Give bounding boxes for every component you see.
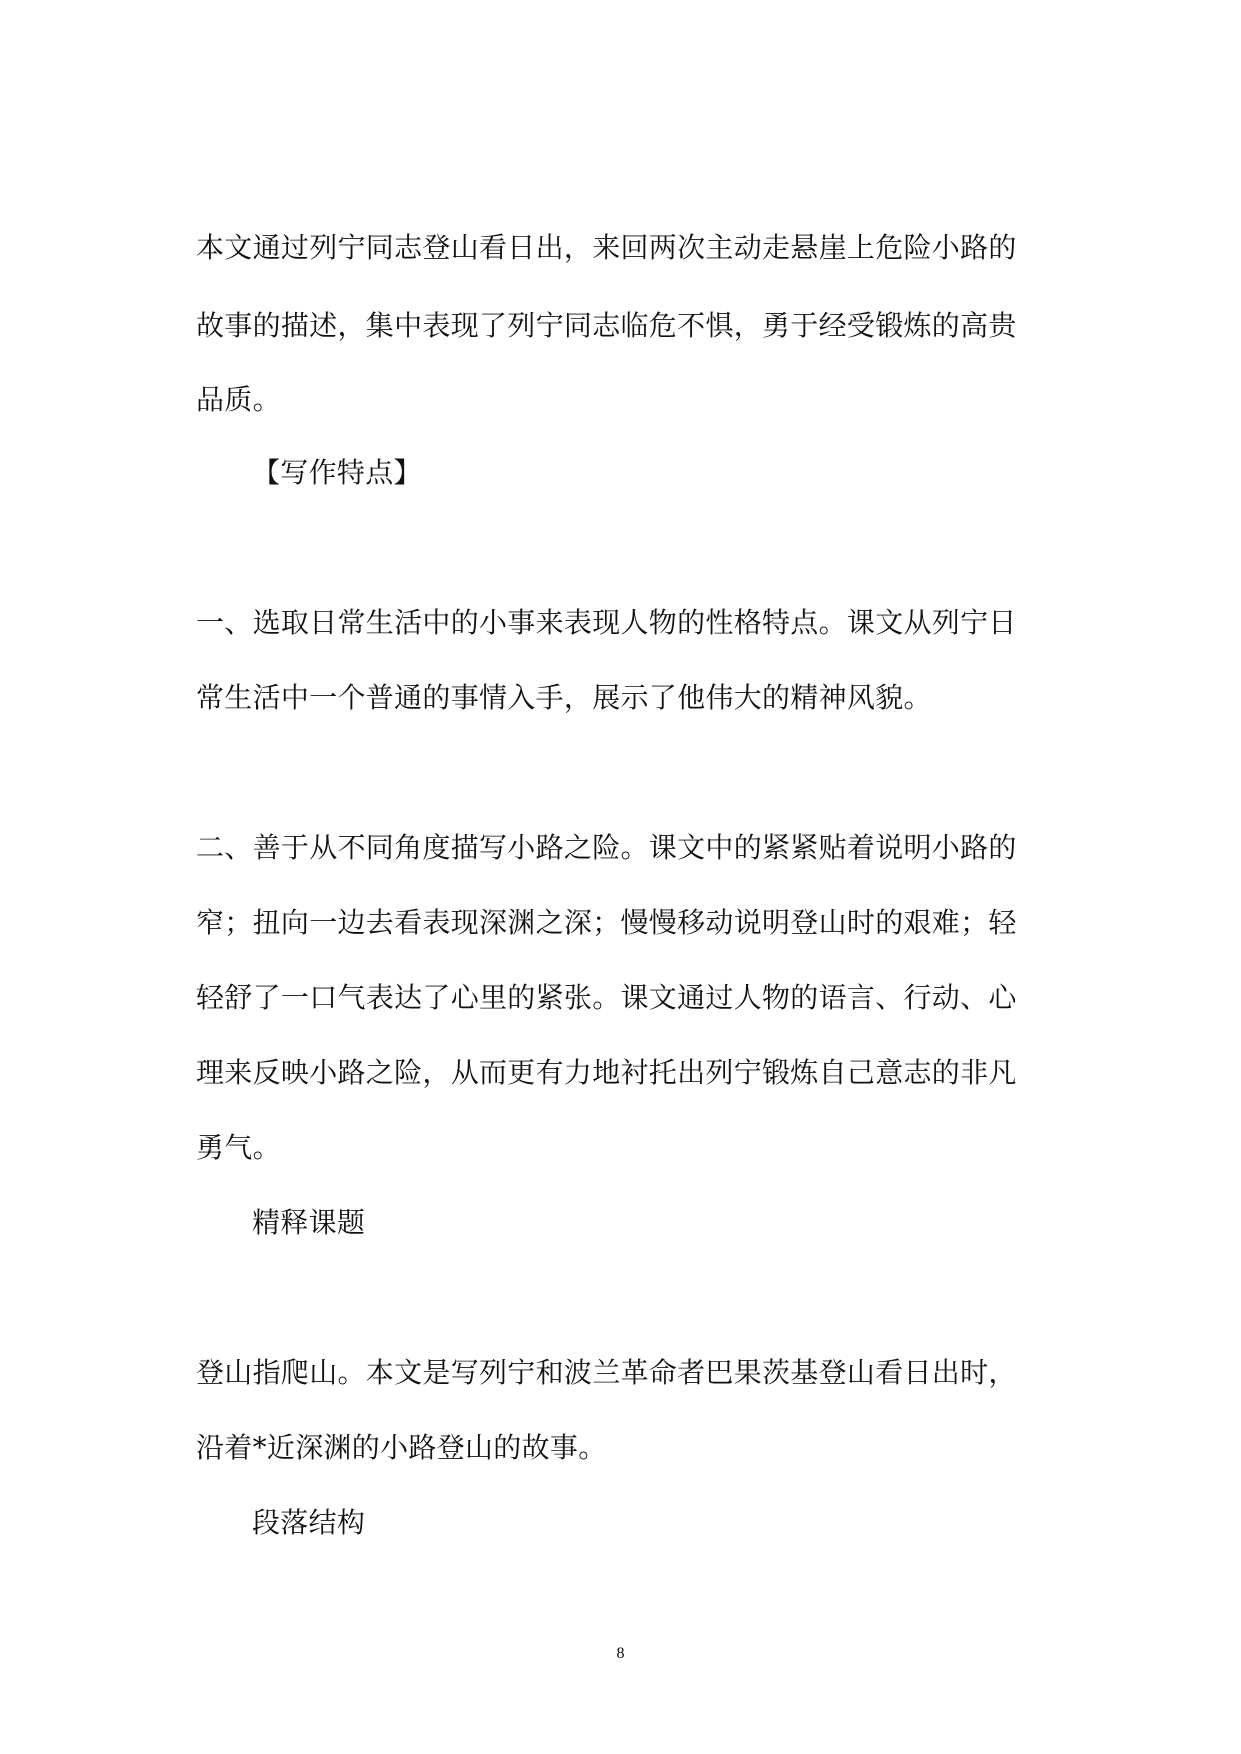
page-number: 8 [616, 1645, 625, 1662]
paragraph-1-line-1: 本文通过列宁同志登山看日出，来回两次主动走悬崖上危险小路的 [196, 231, 1017, 264]
heading-title-explanation: 精释课题 [252, 1206, 366, 1239]
heading-paragraph-structure: 段落结构 [252, 1506, 366, 1539]
paragraph-1-line-3: 品质。 [196, 383, 281, 416]
point-1-line-1: 一、选取日常生活中的小事来表现人物的性格特点。课文从列宁日 [196, 606, 1017, 639]
paragraph-1-line-2: 故事的描述，集中表现了列宁同志临危不惧，勇于经受锻炼的高贵 [196, 309, 1017, 342]
title-explanation-line-2: 沿着*近深渊的小路登山的故事。 [196, 1431, 607, 1464]
point-2-line-1: 二、善于从不同角度描写小路之险。课文中的紧紧贴着说明小路的 [196, 831, 1017, 864]
point-2-line-3: 轻舒了一口气表达了心里的紧张。课文通过人物的语言、行动、心 [196, 981, 1017, 1014]
point-2-line-4: 理来反映小路之险，从而更有力地衬托出列宁锻炼自己意志的非凡 [196, 1056, 1017, 1089]
title-explanation-line-1: 登山指爬山。本文是写列宁和波兰革命者巴果茨基登山看日出时， [196, 1356, 1017, 1389]
point-1-line-2: 常生活中一个普通的事情入手，展示了他伟大的精神风貌。 [196, 681, 932, 714]
point-2-line-5: 勇气。 [196, 1131, 281, 1164]
heading-writing-features: 【写作特点】 [252, 456, 422, 489]
point-2-line-2: 窄；扭向一边去看表现深渊之深；慢慢移动说明登山时的艰难；轻 [196, 906, 1017, 939]
